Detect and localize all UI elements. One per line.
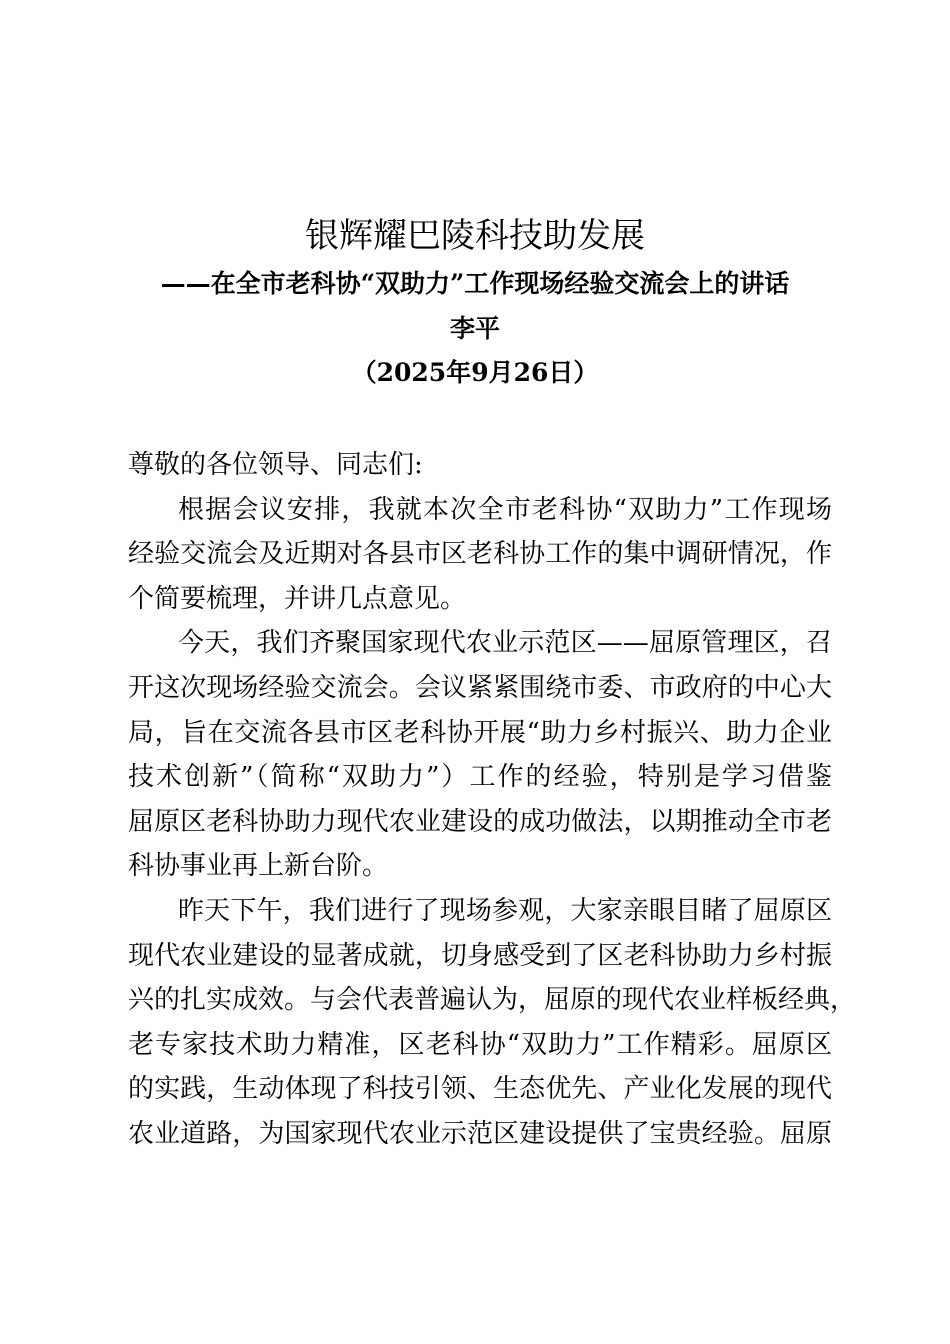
text-line: 现代农业建设的显著成就，切身感受到了区老科协助力乡村振 (128, 940, 832, 971)
text-line: 农业道路，为国家现代农业示范区建设提供了宝贵经验。屈原 (128, 1118, 832, 1149)
paragraph (128, 621, 832, 889)
document-subtitle: ——在全市老科协“双助力”工作现场经验交流会上的讲话 (160, 269, 790, 298)
text-line: 开这次现场经验交流会。会议紧紧围绕市委、市政府的中心大 (128, 672, 832, 703)
document-title: 银辉耀巴陵科技助发展 (305, 216, 645, 256)
text-line: 今天，我们齐聚国家现代农业示范区——屈原管理区，召 (178, 628, 832, 659)
text-line: 技术创新”（简称“双助力”）工作的经验，特别是学习借鉴 (128, 762, 832, 793)
text-line: 老专家技术助力精准，区老科协“双助力”工作精彩。屈原区 (128, 1029, 832, 1060)
author-name: 李平 (449, 314, 500, 343)
text-line: 局，旨在交流各县市区老科协开展“助力乡村振兴、助力企业 (128, 717, 832, 748)
text-line: 科协事业再上新台阶。 (128, 851, 389, 882)
text-line: 昨天下午，我们进行了现场参观，大家亲眼目睹了屈原区 (178, 895, 832, 926)
text-line: 经验交流会及近期对各县市区老科协工作的集中调研情况，作 (128, 539, 832, 570)
salutation: 尊敬的各位领导、同志们: (128, 450, 423, 480)
text-line: 个简要梳理，并讲几点意见。 (128, 583, 467, 614)
speech-body (128, 443, 857, 1157)
speech-date: （2025年9月26日） (351, 358, 599, 387)
text-line: 的实践，生动体现了科技引领、生态优先、产业化发展的现代 (128, 1074, 832, 1105)
text-line: 兴的扎实成效。与会代表普遍认为，屈原的现代农业样板经典， (128, 985, 857, 1016)
text-line: 屈原区老科协助力现代农业建设的成功做法，以期推动全市老 (128, 806, 832, 837)
paragraph (128, 889, 857, 1157)
text-line: 根据会议安排，我就本次全市老科协“双助力”工作现场 (178, 494, 832, 525)
paragraph (128, 488, 832, 622)
